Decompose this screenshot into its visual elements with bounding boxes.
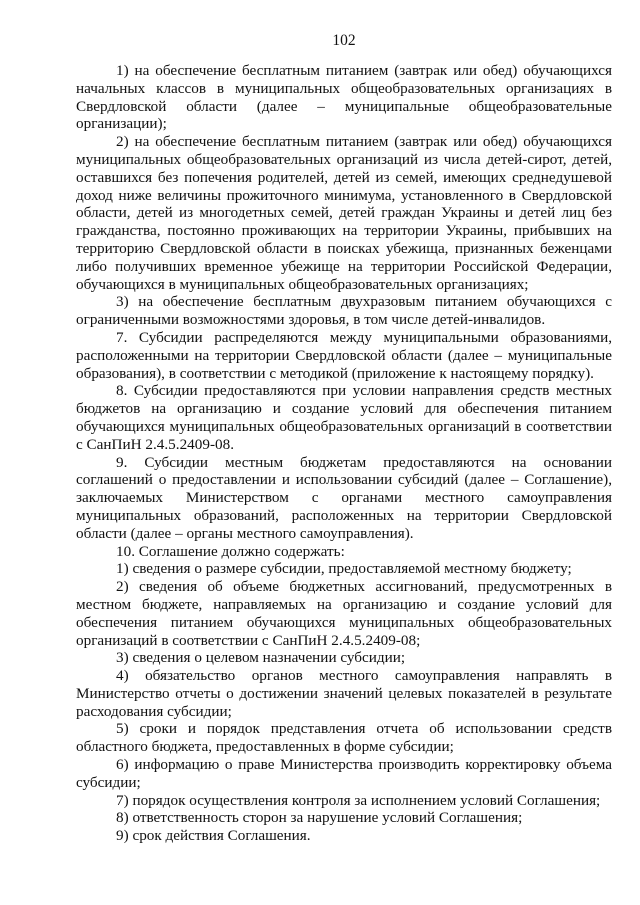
list-item-2-budget-allocations: 2) сведения об объеме бюджетных ассигнований, предусмотренных в местном бюджете, направляемых на организацию и создание условий для обеспечения питанием обучающихся муниципальных общеобразовательных организаций в соответствии с СанПиН 2.4.5.2409-08;: [76, 578, 612, 649]
paragraph-8-conditions: 8. Субсидии предоставляются при условии направления средств местных бюджетов на организацию и создание условий для обеспечения питанием обучающихся муниципальных общеобразовательных организаций в соответствии с СанПиН 2.4.5.2409-08.: [76, 382, 612, 453]
list-item-9-term: 9) срок действия Соглашения.: [116, 827, 311, 845]
page-number: 102: [332, 32, 356, 49]
list-item-8-liability: 8) ответственность сторон за нарушение условий Соглашения;: [116, 809, 523, 827]
paragraph-10-agreement-contents: 10. Соглашение должно содержать:: [116, 542, 345, 560]
document-page: [76, 32, 612, 845]
paragraph-9-agreements: 9. Субсидии местным бюджетам предоставляются на основании соглашений о предоставлении и использовании субсидий (далее – Соглашение), заключаемых Министерством с органами местного самоуправления муниципальных образований, расположенных на территории Свердловской области (далее – органы местного самоуправления).: [76, 453, 612, 542]
paragraph-3-meals-disabled: 3) на обеспечение бесплатным двухразовым питанием обучающихся с ограниченными возможностями здоровья, в том числе детей-инвалидов.: [76, 293, 612, 329]
list-item-5-report-deadlines: 5) сроки и порядок представления отчета об использовании средств областного бюджета, предоставленных в форме субсидии;: [76, 720, 612, 756]
paragraph-2-meals-orphans: 2) на обеспечение бесплатным питанием (завтрак или обед) обучающихся муниципальных общеобразовательных организаций из числа детей-сирот, детей, оставшихся без попечения родителей, детей из семей, имеющих среднедушевой доход ниже величины прожиточного минимума, установленного в Свердловской области, детей из многодетных семей, детей граждан Украины и детей лиц без гражданства, постоянно проживающих на территории Украины, прибывших на территорию Свердловской области в поисках убежища, признанных беженцами либо получивших временное убежище на территории Российской Федерации, обучающихся в муниципальных общеобразовательных организациях;: [76, 133, 612, 293]
list-item-3-purpose: 3) сведения о целевом назначении субсидии;: [116, 649, 406, 667]
paragraph-1-meals-primary: 1) на обеспечение бесплатным питанием (завтрак или обед) обучающихся начальных классов в муниципальных общеобразовательных организациях в Свердловской области (далее – муниципальные общеобразовательные организации);: [76, 62, 612, 133]
list-item-6-adjustment-right: 6) информацию о праве Министерства производить корректировку объема субсидии;: [76, 756, 612, 791]
list-item-7-control-procedure: 7) порядок осуществления контроля за исполнением условий Соглашения;: [116, 791, 601, 809]
paragraph-7-distribution: 7. Субсидии распределяются между муниципальными образованиями, расположенными на территории Свердловской области (далее – муниципальные образования), в соответствии с методикой (приложение к настоящему порядку).: [76, 328, 612, 382]
list-item-4-reporting-obligation: 4) обязательство органов местного самоуправления направлять в Министерство отчеты о достижении значений целевых показателей в результате расходования субсидии;: [76, 667, 612, 720]
list-item-1-subsidy-size: 1) сведения о размере субсидии, предоставляемой местному бюджету;: [116, 560, 572, 578]
